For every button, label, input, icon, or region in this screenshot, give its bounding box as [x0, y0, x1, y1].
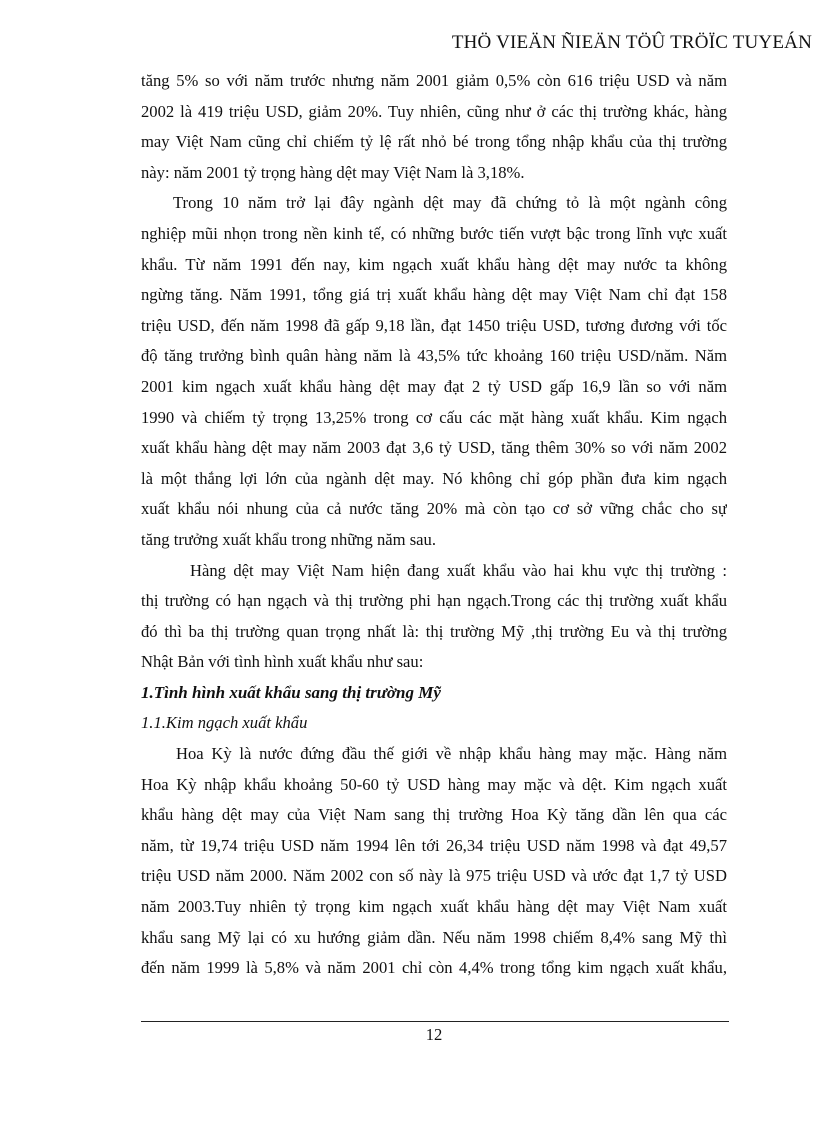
paragraph-3	[141, 556, 727, 678]
page-number: 12	[425, 1025, 443, 1044]
text-line: ngừng tăng. Năm 1991, tổng giá trị xuất khẩu hàng dệt may Việt Nam chỉ đạt 158	[141, 285, 727, 305]
text-line: Hoa Kỳ nhập khẩu khoảng 50-60 tỷ USD hàng may mặc và dệt. Kim ngạch xuất	[141, 774, 727, 794]
text-line: Nhật Bản với tình hình xuất khẩu như sau:	[141, 652, 424, 672]
footer-divider	[141, 1021, 729, 1022]
text-line: đến năm 1999 là 5,8% và năm 2001 chỉ còn 4,4% trong tổng kim ngạch xuất khẩu,	[141, 958, 727, 978]
section-heading: 1.Tình hình xuất khẩu sang thị trường Mỹ	[141, 682, 441, 702]
text-line: Trong 10 năm trở lại đây ngành dệt may đã chứng tỏ là một ngành công	[173, 193, 727, 213]
text-line: triệu USD năm 2000. Năm 2002 con số này là 975 triệu USD và ước đạt 1,7 tỷ USD	[141, 866, 727, 886]
text-line: tăng trưởng xuất khẩu trong những năm sau.	[141, 529, 436, 549]
text-line: tăng 5% so với năm trước nhưng năm 2001 giảm 0,5% còn 616 triệu USD và năm	[141, 71, 727, 90]
paragraph-2	[141, 188, 727, 555]
text-line: khẩu sang Mỹ lại có xu hướng giảm dần. Nếu năm 1998 chiếm 8,4% sang Mỹ thì	[141, 927, 727, 947]
text-line: này: năm 2001 tỷ trọng hàng dệt may Việt Nam là 3,18%.	[141, 162, 525, 182]
document-body	[141, 66, 727, 984]
text-line: đó thì ba thị trường quan trọng nhất là: thị trường Mỹ ,thị trường Eu và thị trường	[141, 621, 727, 641]
text-line: 2002 là 419 triệu USD, giảm 20%. Tuy nhiên, cũng như ở các thị trường khác, hàng	[141, 101, 727, 121]
text-line: xuất khẩu hàng dệt may năm 2003 đạt 3,6 tỷ USD, tăng thêm 30% so với năm 2002	[141, 438, 727, 458]
subsection-heading: 1.1.Kim ngạch xuất khẩu	[141, 713, 308, 733]
text-line: khẩu. Từ năm 1991 đến nay, kim ngạch xuất khẩu hàng dệt may nước ta không	[141, 254, 727, 274]
text-line: triệu USD, đến năm 1998 đã gấp 9,18 lần, đạt 1450 triệu USD, tương đương với tốc	[141, 315, 727, 335]
text-line: nghiệp mũi nhọn trong nền kinh tế, có những bước tiến vượt bậc trong lĩnh vực xuất	[141, 223, 727, 243]
text-line: Hàng dệt may Việt Nam hiện đang xuất khẩu vào hai khu vực thị trường :	[190, 560, 727, 580]
text-line: thị trường có hạn ngạch và thị trường phi hạn ngạch.Trong các thị trường xuất khẩu	[141, 591, 727, 611]
text-line: 1990 và chiếm tỷ trọng 13,25% trong cơ cấu các mặt hàng xuất khẩu. Kim ngạch	[141, 407, 727, 427]
text-line: 2001 kim ngạch xuất khẩu hàng dệt may đạt 2 tỷ USD gấp 16,9 lần so với năm	[141, 376, 727, 396]
text-line: xuất khẩu nói nhung của cả nước tăng 20% mà còn tạo cơ sở vững chắc cho sự	[141, 499, 727, 519]
text-line: năm 2003.Tuy nhiên tỷ trọng kim ngạch xuất khẩu hàng dệt may Việt Nam xuất	[141, 897, 727, 917]
text-line: là một thắng lợi lớn của ngành dệt may. Nó không chỉ góp phần đưa kim ngạch	[141, 468, 727, 488]
page-header: THÖ VIEÄN ÑIEÄN TÖÛ TRÖÏC TUYEÁN	[451, 32, 812, 53]
paragraph-4	[141, 739, 727, 984]
text-line: năm, từ 19,74 triệu USD năm 1994 lên tới 26,34 triệu USD năm 1998 và đạt 49,57	[141, 835, 727, 855]
paragraph-1	[141, 66, 727, 188]
text-line: khẩu hàng dệt may của Việt Nam sang thị trường Hoa Kỳ tăng dần lên qua các	[141, 805, 727, 825]
text-line: Hoa Kỳ là nước đứng đầu thế giới về nhập khẩu hàng may mặc. Hàng năm	[176, 744, 727, 764]
text-line: may Việt Nam cũng chỉ chiếm tỷ lệ rất nhỏ bé trong tổng nhập khẩu của thị trường	[141, 132, 727, 152]
text-line: độ tăng trưởng bình quân hàng năm là 43,5% tức khoảng 160 triệu USD/năm. Năm	[141, 346, 727, 366]
